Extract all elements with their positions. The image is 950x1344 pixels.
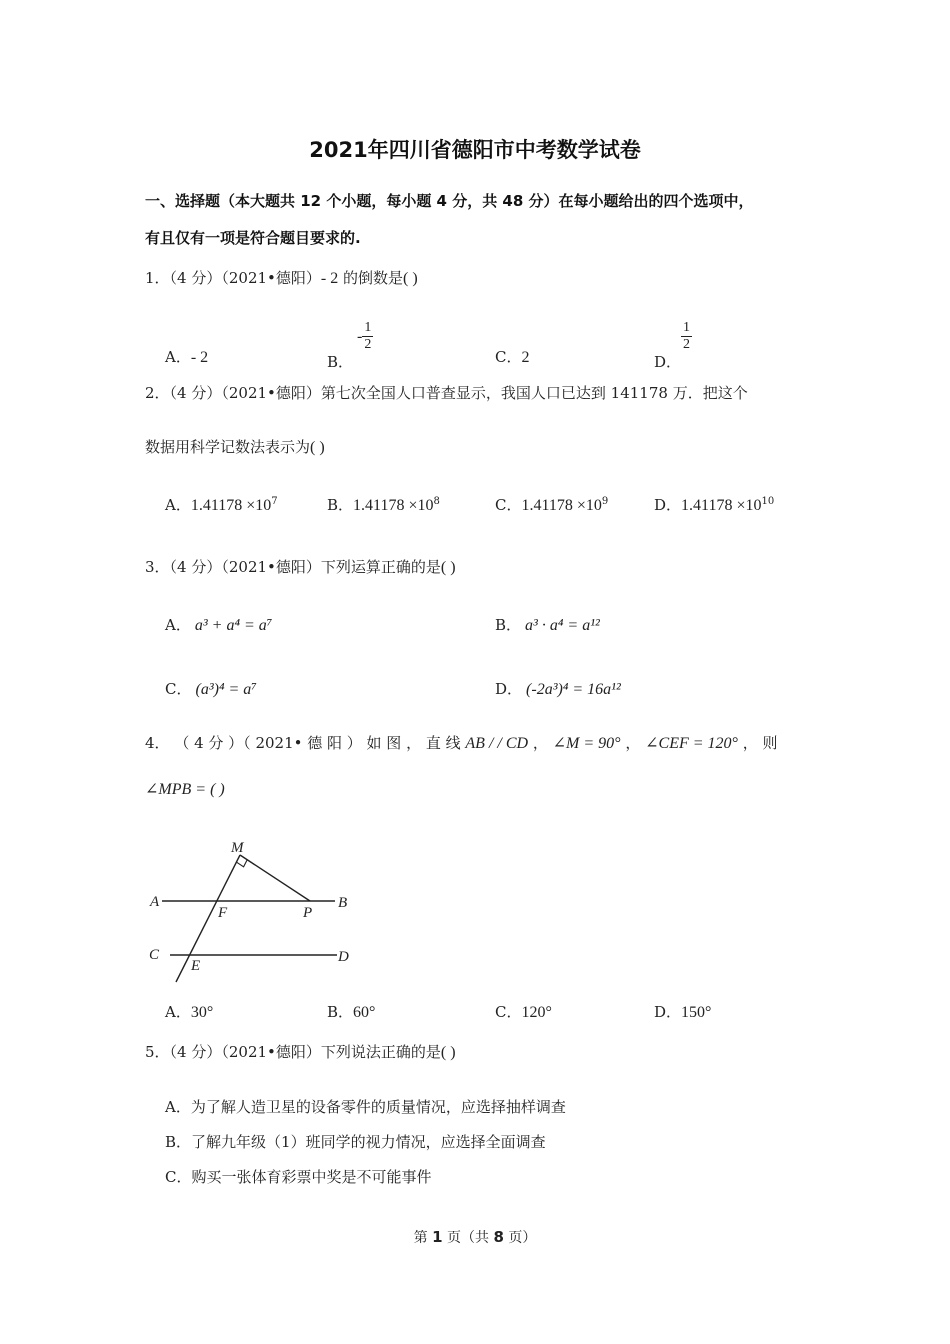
option-label: C． [495, 1003, 522, 1021]
question-source: （ 4 分 ）（ 2021• 德 阳 ） 如 图 ， 直 线 [174, 734, 461, 752]
option-label: B． [327, 1003, 354, 1021]
option-label: A． [165, 616, 191, 634]
answer-paren: ( ) [403, 270, 418, 287]
question-number: 3． [145, 558, 170, 576]
q4-option-d[interactable] [654, 1001, 711, 1022]
question-number: 5． [145, 1043, 170, 1061]
option-label: B． [327, 352, 354, 371]
section-heading-line2: 有且仅有一项是符合题目要求的. [145, 229, 361, 247]
question-source: （4 分）（2021•德阳） [169, 1043, 321, 1061]
question-number: 2． [145, 384, 170, 402]
q2-option-b[interactable] [327, 494, 440, 515]
q4-option-b[interactable] [327, 1001, 375, 1022]
q1-option-c[interactable] [495, 346, 529, 367]
question-2 [145, 382, 748, 403]
question-3 [145, 556, 456, 577]
line-me [176, 855, 240, 982]
denominator: 2 [683, 337, 691, 352]
q1-option-d[interactable] [654, 320, 692, 371]
option-expression: a³ · a⁴ = a¹² [525, 617, 600, 634]
option-label: D． [654, 1003, 682, 1021]
q5-option-b[interactable] [165, 1131, 546, 1152]
question-1 [145, 267, 418, 288]
question-stem: 数据用科学记数法表示为 [145, 438, 311, 456]
option-base: 1.41178 ×10 [681, 497, 762, 514]
question-source: （4 分）（2021•德阳） [169, 269, 321, 287]
geometry-figure [140, 830, 370, 990]
question-stem: 下列运算正确的是 [320, 558, 441, 576]
total-pages: 8 [493, 1228, 504, 1246]
option-label: A． [165, 1003, 191, 1021]
q5-option-c[interactable] [165, 1166, 432, 1187]
label-b: B [338, 895, 348, 911]
right-angle-mark [236, 860, 247, 867]
question-tail: 则 [762, 734, 778, 752]
q2-option-a[interactable] [165, 494, 278, 515]
q2-option-c[interactable] [495, 494, 608, 515]
option-base: 1.41178 ×10 [521, 497, 602, 514]
question-number: 4． [145, 734, 170, 752]
option-expression: (a³)⁴ = a⁷ [195, 681, 257, 698]
label-c: C [149, 947, 160, 963]
option-base: 1.41178 ×10 [353, 497, 434, 514]
answer-paren: ( ) [440, 1044, 456, 1061]
option-label: D． [654, 352, 682, 371]
current-page-number: 1 [432, 1228, 443, 1246]
question-number: 1． [145, 269, 170, 287]
option-expression: (-2a³)⁴ = 16a¹² [526, 681, 621, 698]
question-ask: ∠MPB = ( ) [145, 781, 225, 798]
q5-option-a[interactable] [165, 1096, 566, 1117]
q2-option-d[interactable] [654, 494, 774, 515]
q1-option-a[interactable] [165, 346, 208, 367]
option-label: C． [495, 496, 522, 514]
angle-cef-expression: ∠CEF = 120° [645, 735, 738, 752]
option-label: C． [165, 1168, 192, 1186]
question-5 [145, 1041, 456, 1062]
q3-option-d[interactable] [495, 678, 621, 699]
q4-option-a[interactable] [165, 1001, 213, 1022]
question-stem: 的倒数是 [343, 269, 404, 287]
label-a: A [150, 894, 160, 910]
q4-option-c[interactable] [495, 1001, 552, 1022]
q3-option-a[interactable] [165, 614, 272, 635]
parallel-expression: AB / / CD [465, 735, 529, 752]
q1-option-b[interactable] [327, 320, 373, 371]
option-label: A． [165, 348, 191, 366]
fraction [681, 320, 692, 353]
option-label: B． [327, 496, 354, 514]
option-text: 了解九年级（1）班同学的视力情况，应选择全面调查 [191, 1133, 546, 1151]
question-4-line2 [145, 779, 225, 799]
option-value: - 2 [190, 349, 209, 366]
option-text: 为了解人造卫星的设备零件的质量情况，应选择抽样调查 [190, 1098, 566, 1116]
option-label: D． [654, 496, 682, 514]
denominator: 2 [364, 337, 372, 352]
footer-middle: 页（共 [442, 1230, 494, 1246]
option-exponent: 9 [601, 496, 609, 507]
option-label: B． [495, 616, 522, 634]
option-label: A． [165, 1098, 191, 1116]
option-label: C． [165, 680, 192, 698]
option-value: 120° [521, 1004, 552, 1021]
question-math: - 2 [320, 270, 339, 287]
answer-paren: ( ) [440, 559, 456, 576]
option-sign: - [357, 327, 363, 345]
option-text: 购买一张体育彩票中奖是不可能事件 [191, 1168, 432, 1186]
option-expression: a³ + a⁴ = a⁷ [194, 617, 273, 634]
question-stem: 第七次全国人口普查显示，我国人口已达到 141178 万．把这个 [320, 384, 748, 402]
footer-prefix: 第 [413, 1230, 433, 1246]
label-d: D [338, 949, 349, 965]
angle-m-expression: ∠M = 90° [552, 735, 621, 752]
option-value: 150° [681, 1004, 712, 1021]
line-mp [240, 855, 310, 901]
label-p: P [303, 905, 313, 921]
question-stem: 下列说法正确的是 [320, 1043, 441, 1061]
question-2-line2 [145, 436, 325, 457]
option-label: A． [165, 496, 191, 514]
numerator: 1 [683, 320, 691, 335]
question-4: 4． （ 4 分 ）（ 2021• 德 阳 ） 如 图 ， 直 线 AB / / CD ， ∠M = 90° ， ∠CEF = 120° ， 则 [145, 734, 778, 752]
option-base: 1.41178 ×10 [190, 497, 272, 514]
numerator: 1 [364, 320, 372, 335]
option-exponent: 7 [271, 496, 278, 507]
section-heading-line1: 一、选择题（本大题共 12 个小题，每小题 4 分，共 48 分）在每小题给出的四个选项中， [145, 192, 754, 210]
option-label: D． [495, 680, 523, 698]
label-m: M [231, 840, 244, 856]
label-f: F [218, 905, 228, 921]
option-value: 60° [353, 1004, 376, 1021]
q3-option-c[interactable] [165, 678, 257, 699]
option-label: C． [495, 348, 522, 366]
option-exponent: 8 [433, 496, 440, 507]
q3-option-b[interactable] [495, 614, 600, 635]
option-value: 2 [521, 349, 530, 366]
fraction [362, 320, 373, 353]
label-e: E [191, 958, 201, 974]
footer-suffix: 页） [503, 1230, 537, 1246]
option-exponent: 10 [761, 496, 775, 507]
page-footer [0, 1227, 950, 1247]
exam-title: 2021年四川省德阳市中考数学试卷 [309, 138, 641, 162]
answer-paren: ( ) [310, 439, 325, 456]
question-source: （4 分）（2021•德阳） [169, 558, 321, 576]
question-source: （4 分）（2021•德阳） [169, 384, 321, 402]
option-label: B． [165, 1133, 192, 1151]
option-value: 30° [190, 1004, 214, 1021]
